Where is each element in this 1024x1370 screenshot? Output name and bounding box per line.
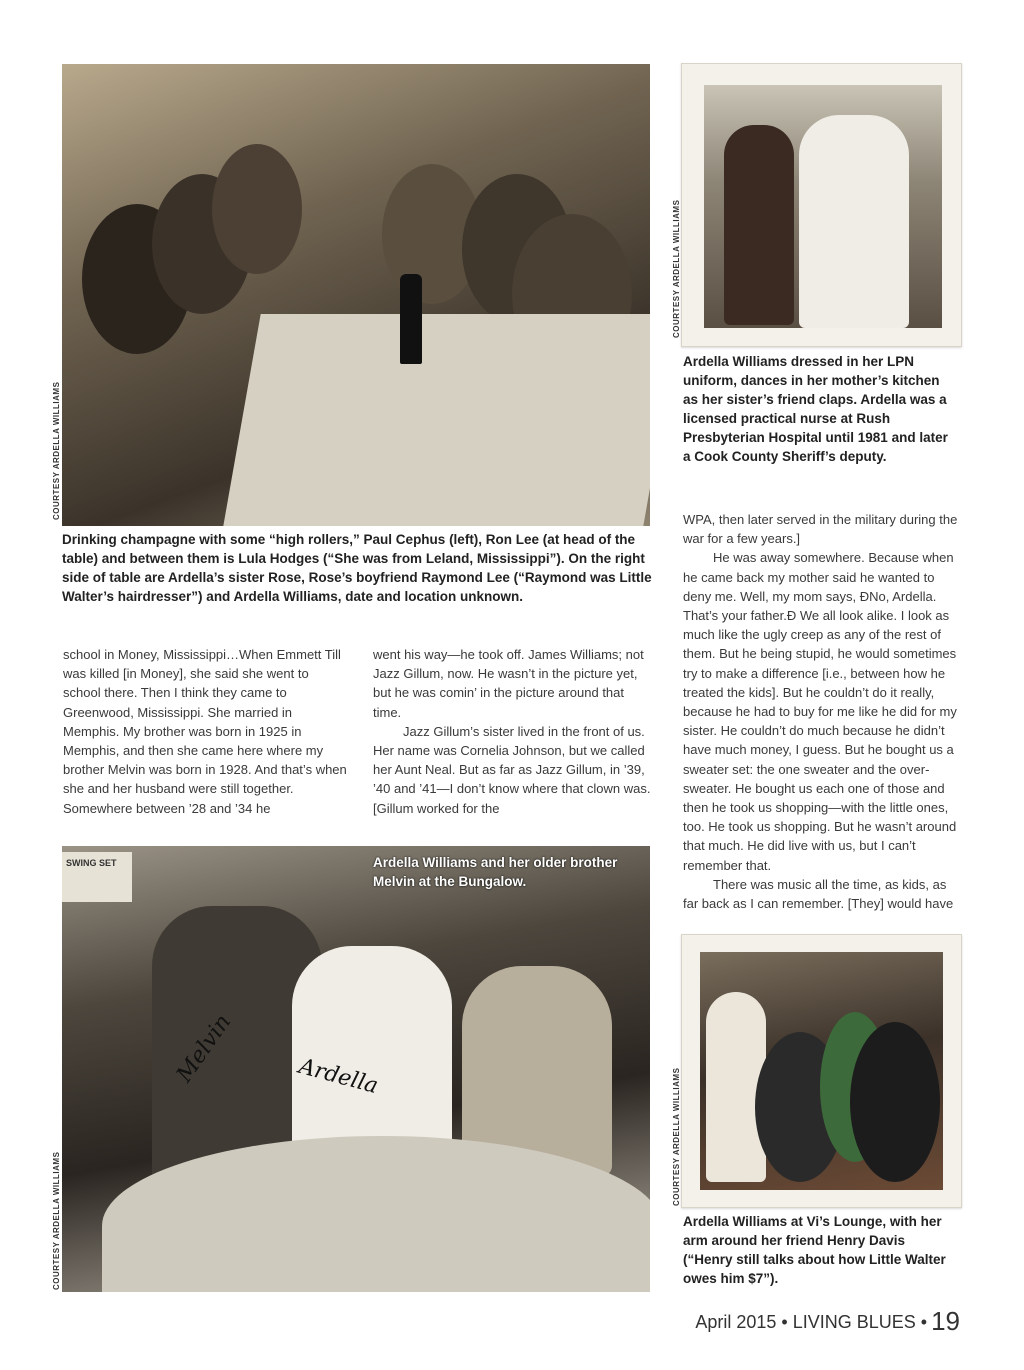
photo-figure (799, 115, 909, 328)
article-paragraph: WPA, then later served in the military during the war for a few years.] (683, 512, 958, 547)
article-paragraph: He was away somewhere. Because when he came back my mother said he wanted to deny me. Well, my mom says, ÐNo, Ardella. That’s your father.Ð We all look alike. I look as much like the ugly creep as any of the rest of them. But he being stupid, he would sometimes try to make a difference [i.e., between how he treated the kids]. But he couldn’t do it really, because he had to buy for me like he did for my sister. He couldn’t do much because he didn’t have much money, I guess. But he bought us a sweater set: the one sweater and the over-sweater. He bought us each one of those and then he took us shopping—with the little ones, too. He took us shopping. But he wasn’t around that much. He did live with us, but I can’t remember that. (683, 550, 957, 873)
article-paragraph: went his way—he took off. James Williams; not Jazz Gillum, now. He wasn’t in the picture yet, but he was comin’ in the picture around that time. (373, 647, 644, 720)
photo-vis-lounge (681, 934, 962, 1208)
photo-sign (62, 852, 132, 902)
photo-caption: Drinking champagne with some “high rollers,” Paul Cephus (left), Ron Lee (at head of the table) and between them is Lula Hodges (“She was from Leland, Mississippi”). On the right side of table are Ardella’s sister Rose, Rose’s boyfriend Raymond Lee (“Raymond was Little Walter’s hairdresser”) and Ardella Williams, date and location unknown. (62, 532, 652, 604)
photo-kitchen-dance (681, 63, 962, 347)
photo-credit: COURTESY ARDELLA WILLIAMS (672, 199, 681, 338)
photo-table (223, 314, 650, 526)
photo-bottle (400, 274, 422, 364)
photo-overlay-caption: Ardella Williams and her older brother Melvin at the Bungalow. (373, 855, 618, 889)
photo-kitchen-image (704, 85, 942, 328)
article-paragraph: There was music all the time, as kids, as far back as I can remember. [They] would have (683, 876, 954, 912)
photo-figure (212, 144, 302, 274)
issue-label: April 2015 • LIVING BLUES • (695, 1312, 928, 1332)
article-column-middle (373, 645, 653, 818)
photo-sign-text: SWING SET (66, 858, 117, 868)
photo-credit: COURTESY ARDELLA WILLIAMS (52, 1151, 61, 1290)
article-column-left (63, 645, 348, 818)
photo-bungalow (62, 846, 650, 1292)
article-paragraph: Jazz Gillum’s sister lived in the front of us. Her name was Cornelia Johnson, but we called her Aunt Neal. But as far as Jazz Gillum, in ’39, ’40 and ’41—I don’t know where that clown was. [Gillum worked for the (373, 723, 651, 816)
article-column-right (683, 510, 961, 913)
photo-caption: Ardella Williams at Vi’s Lounge, with her arm around her friend Henry Davis (“Henry still talks about how Little Walter owes him $7”). (683, 1214, 946, 1286)
page-footer (695, 1306, 960, 1337)
photo-caption: Ardella Williams dressed in her LPN uniform, dances in her mother’s kitchen as her sister’s friend claps. Ardella was a licensed practical nurse at Rush Presbyterian Hospital until 1981 and later a Cook County Sheriff’s deputy. (683, 354, 948, 464)
photo-handwriting: Melvin (172, 1010, 237, 1087)
article-paragraph: school in Money, Mississippi…When Emmett Till was killed [in Money], she said she went to school there. Then I think they came to Greenwood, Mississippi. She married in Memphis. My brother was born in 1925 in Memphis, and then she came here where my brother Melvin was born in 1928. And that’s when she and her husband were still together. Somewhere between ’28 and ’34 he (63, 647, 347, 816)
photo-credit: COURTESY ARDELLA WILLIAMS (52, 381, 61, 520)
photo-figure (850, 1022, 940, 1182)
photo-handwriting: Ardella (296, 1053, 381, 1100)
photo-champagne-table (62, 64, 650, 526)
page-number: 19 (931, 1306, 960, 1336)
photo-lounge-image (700, 952, 943, 1190)
photo-figure (724, 125, 794, 325)
photo-credit: COURTESY ARDELLA WILLIAMS (672, 1067, 681, 1206)
